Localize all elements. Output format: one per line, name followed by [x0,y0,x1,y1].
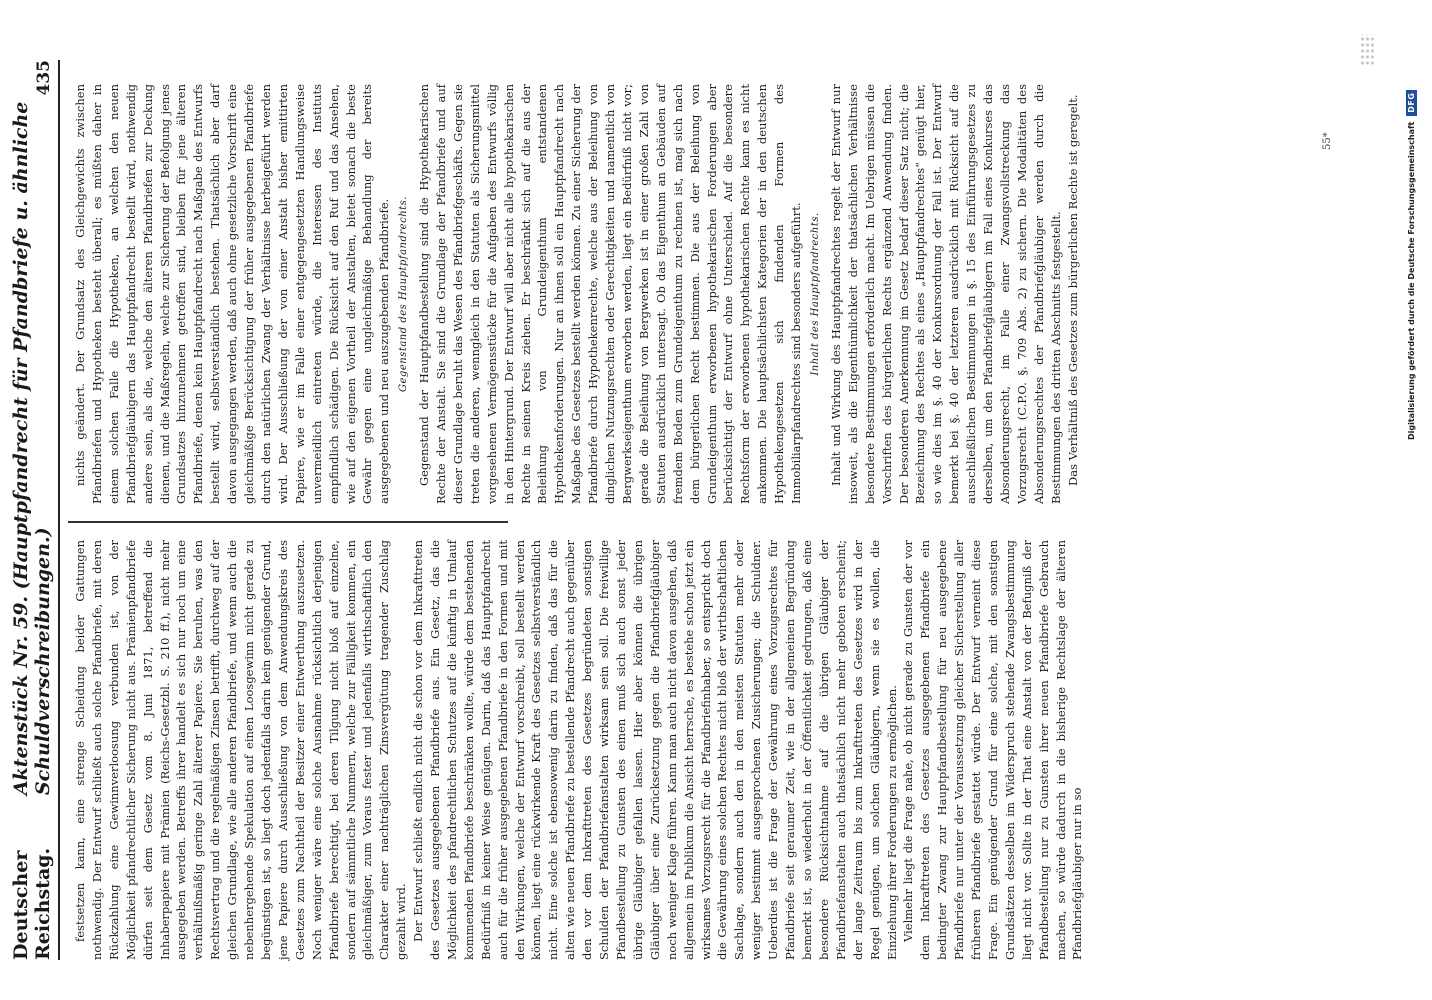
section-heading: Gegenstand des Hauptpfandrechts. [398,196,410,392]
left-paragraph: festsetzen kann, eine strenge Scheidung beider Gattungen nothwendig. Der Entwurf schließt auch solche Pfandbriefe, mit deren Rückzahlung eine Gewinnverloosung verbunden ist, von der Möglichkeit pfandrechtlicher Sicherung nicht aus. Prämienpfandbriefe dürfen seit dem Gesetz vom 8. Juni 1871, betreffend die Inhaberpapiere mit Prämien (Reichs-Gesetzbl. S. 210 ff.), nicht mehr ausgegeben werden. Betreffs ihrer handelt es sich nur noch um eine verhältnißmäßig geringe Zahl älterer Papiere. Sie beruhen, was den Rechtsvertrag und die regelmäßigen Zinsen betrifft, durchweg auf der gleichen Grundlage, wie alle anderen Pfandbriefe, und wenn auch die nebenhergehende Spekulation auf einen Loosgewinn nicht gerade zu begünstigen ist, so liegt doch jedenfalls darin kein genügender Grund, jene Papiere durch Ausschließung von dem Anwendungskreis des Gesetzes zum Nachtheil der Besitzer einer Entwerthung auszusetzen. Noch weniger wäre eine solche Ausnahme rücksichtlich derjenigen Pfandbriefe berechtigt, bei deren Tilgung nicht bloß auf einzelne, sondern auf sämmtliche Nummern, welche zur Fälligkeit kommen, ein gleichmäßiger, zum Voraus fester und jedenfalls wirthschaftlich den Charakter einer nachträglichen Zinsvergütung tragender Zuschlag gezahlt wird. [73,540,409,960]
page-number: 435 [34,60,54,96]
left-text-column [72,540,1085,960]
dfg-logo: DFG [1406,90,1417,116]
right-paragraph: nichts geändert. Der Grundsatz des Gleichgewichts zwischen Pfandbriefen und Hypotheken besteht überall; es müßten daher in einem solchen Falle die Hypotheken, an welchen den neuen Pfandbriefgläubigern das Hauptpfandrecht bestellt wird, nothwendig andere sein, als die, welche den älteren Pfandbriefen zur Deckung dienen, und die Maßregeln, welche zur Sicherung der Befolgung jenes Grundsatzes hinzunehmen getroffen sind, bleiben für jene älteren Pfandbriefe, denen kein Hauptpfandrecht nach Maßgabe des Entwurfs bestellt wird, selbstverständlich bestehen. Thatsächlich aber darf davon ausgegangen werden, daß auch ohne gesetzliche Vorschrift eine gleichmäßige Berücksichtigung der früher ausgegebenen Pfandbriefe durch den natürlichen Zwang der Verhältnisse herbeigeführt werden wird. Der Ausschließung der von einer Anstalt bisher emittirten Papiere, wie er im Falle einer entgegengesetzten Handlungsweise unvermeidlich eintreten würde, die Interessen des Instituts empfindlich schädigen. Die Rücksicht auf den Ruf und das Ansehen, wie auf den eigenen Vortheil der Anstalten, bietet sonach die beste Gewähr gegen eine ungleichmäßige Behandlung der bereits ausgegebenen und neu auszugebenden Pfandbriefe. [73,84,392,504]
signature-mark: 55* [1322,132,1333,150]
digitization-credit [1402,10,1420,440]
document-title: Aktenstück Nr. 59. (Hauptpfandrecht für Pfandbriefe u. ähnliche Schuldverschreibungen.) [10,101,54,796]
left-paragraph: Der Entwurf schließt endlich nicht die schon vor dem Inkrafttreten des Gesetzes ausgegebenen Pfandbriefe aus. Ein Gesetz, das die Möglichkeit des pfandrechtlichen Schutzes auf die künftig in Umlauf kommenden Pfandbriefe beschränken wollte, würde dem bestehenden Bedürfniß in keiner Weise genügen. Darin, daß das Hauptpfandrecht auch für die früher ausgegebenen Pfandbriefe in den Formen und mit den Wirkungen, welche der Entwurf vorschreibt, soll bestellt werden können, liegt eine rückwirkende Kraft des Gesetzes selbstverständlich nicht. Eine solche ist ebensowenig darin zu finden, daß das für die alten wie neuen Pfandbriefe zu bestellende Pfandrecht auch gegenüber den vor dem Inkrafttreten des Gesetzes begründeten sonstigen Schulden der Pfandbriefanstalten wirksam sein soll. Die freiwillige Pfandbestellung zu Gunsten des einen muß sich auch sonst jeder übrige Gläubiger gefallen lassen. Hier aber können die übrigen Gläubiger über eine Zurücksetzung gegen die Pfandbriefgläubiger noch weniger Klage führen. Kann man auch nicht davon ausgehen, daß allgemein im Publikum die Ansicht herrsche, es bestehe schon jetzt ein wirksames Vorzugsrecht für die Pfandbriefinhaber, so entspricht doch die Gewährung eines solchen Rechtes nicht bloß der wirthschaftlichen Sachlage, sondern auch den in den meisten Statuten mehr oder weniger bestimmt ausgesprochenen Zusicherungen; die Schuldner. Ueberdies ist die Frage der Gewährung eines Vorzugsrechtes für Pfandbriefe seit geraumer Zeit, wie in der allgemeinen Begründung bemerkt ist, so wiederholt in der Öffentlichkeit gedrungen, daß eine besondere Rücksichtnahme auf die übrigen Gläubiger der Pfandbriefanstalten auch thatsächlich nicht mehr geboten erscheint; der lange Zeitraum bis zum Inkrafttreten des Gesetzes wird in der Regel genügen, um solchen Gläubigern, wenn sie es wollen, die Einziehung ihrer Forderungen zu ermöglichen. [411,540,899,960]
right-paragraph: Das Verhältniß des Gesetzes zum bürgerlichen Rechte ist geregelt. [1065,94,1080,486]
section-heading: Inhalt des Hauptpfandrechts. [809,212,821,376]
running-head [10,60,60,960]
right-paragraph: Inhalt und Wirkung des Hauptpfandrechtes regelt der Entwurf nur insoweit, als die Eigenthümlichkeit der thatsächlichen Verhältnisse besondere Bestimmungen erforderlich macht. Im Uebrigen müssen die Vorschriften des bürgerlichen Rechts ergänzend Anwendung finden. Der besonderen Anerkennung im Gesetz bedarf dieser Satz nicht; die Bezeichnung des Rechtes als eines „Hauptpfandrechtes“ genügt hier, so wie dies im §. 40 der Konkursordnung der Fall ist. Der Entwurf bemerkt bei §. 40 der letzteren ausdrücklich mit Rücksicht auf die ausschließlichen Bestimmungen in §. 15 des Einführungsgesetzes zu derselben, um den Pfandbriefgläubigern im Fall eines Konkurses das Absonderungsrecht, im Falle einer Zwangsvollstreckung das Vorzugsrecht (C.P.O. §. 709 Abs. 2) zu sichern. Die Modalitäten des Absonderungsrechtes der Pfandbriefgläubiger werden durch die Bestimmungen des dritten Abschnitts festgestellt. [828,84,1063,504]
column-divider [68,522,508,524]
right-paragraph: Gegenstand der Hauptpfandbestellung sind die Hypothekarischen Rechte der Anstalt. Sie sind die Grundlage der Pfandbriefe und auf dieser Grundlage beruht das Wesen des Pfandbriefgeschäfts. Gegen sie treten die anderen, wenngleich in den Statuten als Sicherungsmittel vorgesehenen Vermögensstücke für die Aufgaben des Entwurfs völlig in den Hintergrund. Der Entwurf will aber nicht alle hypothekarischen Rechte in seinen Kreis ziehen. Er beschränkt sich auf die aus der Beleihung von Grundeigenthum entstandenen Hypothekenforderungen. Nur an ihnen soll ein Hauptpfandrecht nach Maßgabe des Gesetzes bestellt werden können. Zu einer Sicherung der Pfandbriefe durch Hypothekenrechte, welche aus der Beleihung von dinglichen Nutzungsrechten oder Gerechtigkeiten und namentlich von Bergwerkseigenthum erworben werden, liegt ein Bedürfniß nicht vor; gerade die Beleihung von Bergwerken ist in einer großen Zahl von Statuten ausdrücklich untersagt. Ob das Eigenthum an Gebäuden auf fremdem Boden zum Grundeigenthum zu rechnen ist, mag sich nach dem bürgerlichen Recht bestimmen. Die aus der Beleihung von Grundeigenthum erworbenen hypothekarischen Forderungen aber berücksichtigt der Entwurf ohne Unterschied. Auf die besondere Rechtsform der erworbenen hypothekarischen Rechte kann es nicht ankommen. Die hauptsächlichsten Kategorien der in den deutschen Hypothekengesetzen sich findenden Formen des Immobiliarpfandrechtes sind besonders aufgeführt. [417,84,804,504]
credit-text: Digitalisierung gefördert durch die Deutsche Forschungsgemeinschaft [1406,121,1416,440]
scan-artifact [1360,34,1374,66]
journal-name: Deutscher Reichstag. [10,847,54,960]
left-paragraph: Vielmehr liegt die Frage nahe, ob nicht gerade zu Gunsten der vor dem Inkrafttreten des Gesetzes ausgegebenen Pfandbriefe ein bedingter Zwang zur Hauptpfandbestellung für neu ausgegebene Pfandbriefe nur unter der Voraussetzung gleicher Sicherstellung aller früheren Pfandbriefe gestattet würde. Der Entwurf verneint diese Frage. Ein genügender Grund für eine solche, mit den sonstigen Grundsätzen desselben im Widerspruch stehende Zwangsbestimmung liegt nicht vor. Sollte in der That eine Anstalt von der Befugniß der Pfandbestellung nur zu Gunsten ihrer neuen Pfandbriefe Gebrauch machen, so würde dadurch in die bisherige Rechtslage der älteren Pfandbriefgläubiger nur in so [901,540,1085,960]
right-text-column [72,84,1080,504]
